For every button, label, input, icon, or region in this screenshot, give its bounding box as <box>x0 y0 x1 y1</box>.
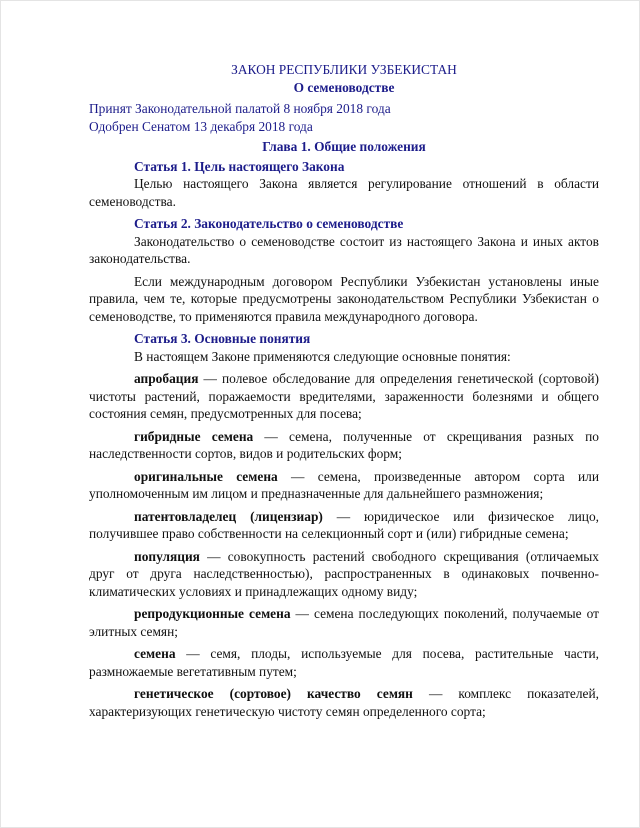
definition-item <box>89 508 599 543</box>
law-title: ЗАКОН РЕСПУБЛИКИ УЗБЕКИСТАН <box>231 62 457 77</box>
definition-item <box>89 645 599 680</box>
article-2-heading: Статья 2. Законодательство о семеноводстве <box>134 216 404 231</box>
definition-item <box>89 685 599 720</box>
definition-text: — семена, произведенные автором сорта или уполномоченным им лицом и предназначенные для дальнейшего размножения; <box>89 468 600 501</box>
approved-line: Одобрен Сенатом 13 декабря 2018 года <box>89 118 313 134</box>
definition-text: — юридическое или физическое лицо, получившее право собственности на селекционный сорт и (или) гибридные семена; <box>89 508 599 541</box>
definition-term: репродукционные семена <box>134 606 291 621</box>
definition-term: гибридные семена <box>134 428 254 444</box>
article-3-heading: Статья 3. Основные понятия <box>134 331 311 346</box>
article-2-paragraph-2: Если международным договором Республики Узбекистан установлены иные правила, чем те, которые предусмотрены законодательством Республики Узбекистан о семеноводстве, то применяются правила международного договора. <box>89 273 599 324</box>
adopted-line: Принят Законодательной палатой 8 ноября 2018 года <box>89 101 391 116</box>
definition-term: семена <box>134 646 176 661</box>
definition-term: популяция <box>134 548 200 564</box>
article-1-heading: Статья 1. Цель настоящего Закона <box>134 158 345 174</box>
definition-term: патентовладелец (лицензиар) <box>134 508 323 524</box>
definition-item <box>89 428 599 463</box>
definition-item <box>89 370 599 423</box>
definition-text: — семена последующих поколений, получаемые от элитных семян; <box>89 606 599 639</box>
definition-text: — комплекс показателей, характеризующих генетическую чистоту семян определенного сорта; <box>89 686 600 719</box>
definition-text: — совокупность растений свободного скрещивания (отличаемых друг от друга наследственностью), распространенных в одинаковых почвенно-климатических условиях и принадлежащих одному виду; <box>89 548 599 599</box>
definition-text: — семя, плоды, используемые для посева, растительные части, размножаемые вегетативным путем; <box>89 646 599 679</box>
article-3-intro: В настоящем Законе применяются следующие основные понятия: <box>134 348 511 364</box>
article-2-paragraph-1: Законодательство о семеноводстве состоит из настоящего Закона и иных актов законодательства. <box>89 233 599 266</box>
definition-text: — семена, полученные от скрещивания разных по наследственности сортов, видов и родительских форм; <box>89 428 599 461</box>
definition-term: оригинальные семена <box>134 468 278 484</box>
law-subtitle: О семеноводстве <box>293 79 395 95</box>
definition-text: — полевое обследование для определения генетической (сортовой) чистоты растений, поражаемости вредителями, зараженности болезнями и общего состояния семян, предусмотренных для посева; <box>89 371 599 421</box>
article-1-paragraph: Целью настоящего Закона является регулирование отношений в области семеноводства. <box>89 176 599 209</box>
document-body <box>89 61 599 725</box>
definition-item <box>89 548 599 601</box>
chapter-heading: Глава 1. Общие положения <box>262 139 426 154</box>
definition-item <box>89 605 599 640</box>
definition-term: генетическое (сортовое) качество семян <box>134 686 413 701</box>
definition-item <box>89 468 599 503</box>
definition-term: апробация <box>134 371 199 386</box>
